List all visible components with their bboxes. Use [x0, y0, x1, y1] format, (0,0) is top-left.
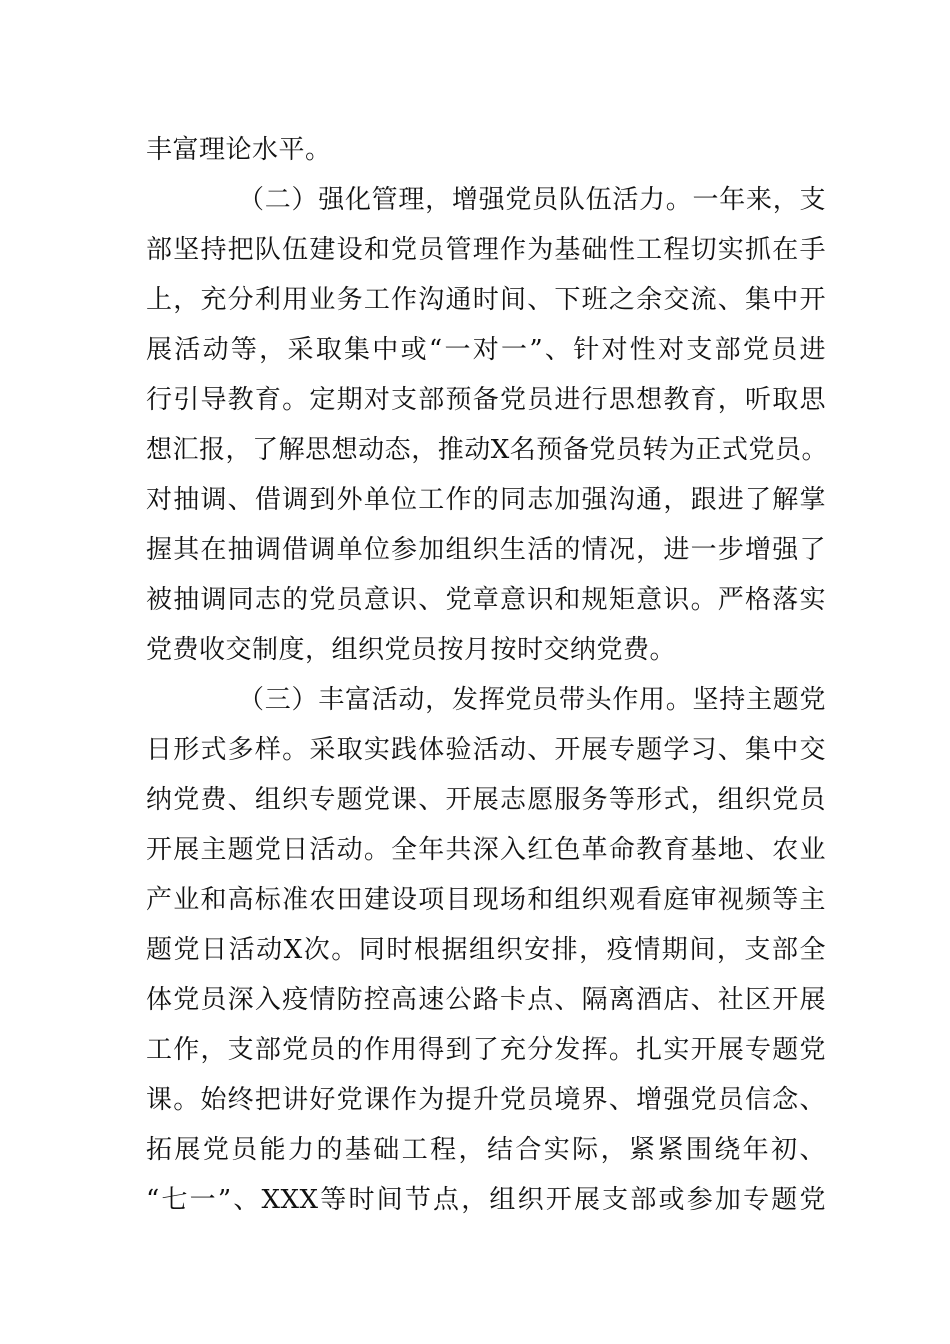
text-line: 对抽调、借调到外单位工作的同志加强沟通，跟进了解掌 [146, 485, 826, 515]
text-line: 展活动等，采取集中或“一对一”、针对性对支部党员进 [146, 335, 826, 365]
text-line: “七一”、XXX等时间节点，组织开展支部或参加专题党 [146, 1185, 826, 1215]
text-line: 题党日活动X次。同时根据组织安排，疫情期间，支部全 [146, 935, 826, 965]
text-line: 握其在抽调借调单位参加组织生活的情况，进一步增强了 [146, 535, 826, 565]
text-line: 丰富理论水平。 [146, 135, 332, 165]
text-line: 体党员深入疫情防控高速公路卡点、隔离酒店、社区开展 [146, 985, 826, 1015]
text-line: 上，充分利用业务工作沟通时间、下班之余交流、集中开 [146, 285, 826, 315]
text-line: 拓展党员能力的基础工程，结合实际，紧紧围绕年初、 [146, 1135, 826, 1165]
text-line: 产业和高标准农田建设项目现场和组织观看庭审视频等主 [146, 885, 826, 915]
text-line: 课。始终把讲好党课作为提升党员境界、增强党员信念、 [146, 1085, 826, 1115]
text-line: 党费收交制度，组织党员按月按时交纳党费。 [146, 635, 677, 665]
text-line: 行引导教育。定期对支部预备党员进行思想教育，听取思 [146, 385, 826, 415]
text-line: 开展主题党日活动。全年共深入红色革命教育基地、农业 [146, 835, 826, 865]
text-line: （二）强化管理，增强党员队伍活力。一年来，支 [238, 185, 826, 215]
text-line: 日形式多样。采取实践体验活动、开展专题学习、集中交 [146, 735, 826, 765]
text-line: 部坚持把队伍建设和党员管理作为基础性工程切实抓在手 [146, 235, 826, 265]
text-line: 被抽调同志的党员意识、党章意识和规矩意识。严格落实 [146, 585, 826, 615]
text-line: 纳党费、组织专题党课、开展志愿服务等形式，组织党员 [146, 785, 826, 815]
text-line: 想汇报，了解思想动态，推动X名预备党员转为正式党员。 [146, 435, 828, 465]
text-line: 工作，支部党员的作用得到了充分发挥。扎实开展专题党 [146, 1035, 826, 1065]
text-line: （三）丰富活动，发挥党员带头作用。坚持主题党 [238, 685, 826, 715]
